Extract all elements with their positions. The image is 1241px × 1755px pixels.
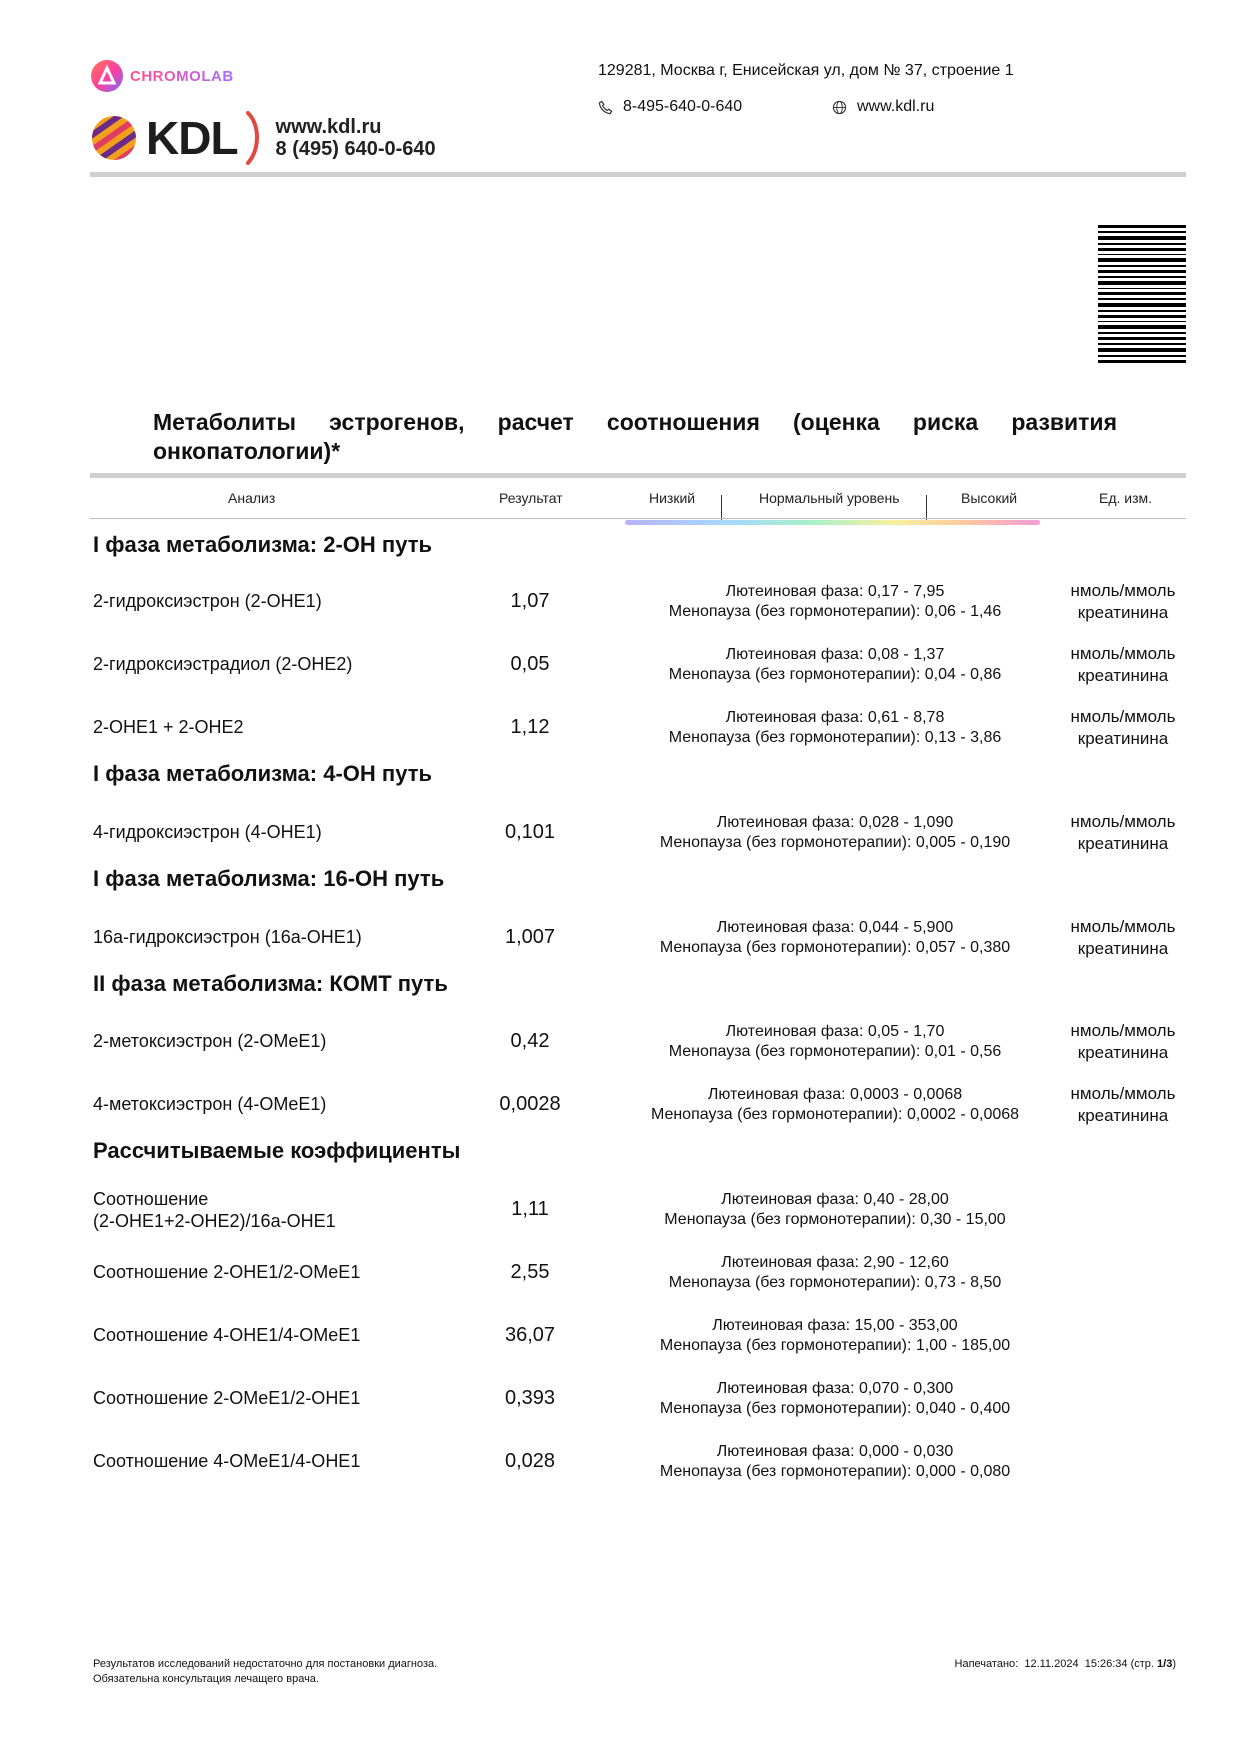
page-suffix: ) bbox=[1172, 1658, 1176, 1670]
reference-luteal: Лютеиновая фаза: 0,05 - 1,70 bbox=[725, 1023, 945, 1040]
title-divider bbox=[90, 473, 1186, 478]
lab-address: 129281, Москва г, Енисейская ул, дом № 37, строение 1 bbox=[598, 62, 1014, 79]
reference-luteal: Лютеиновая фаза: 0,61 - 8,78 bbox=[725, 709, 945, 726]
unit-line-2: креатинина bbox=[1077, 939, 1169, 958]
reference-range bbox=[620, 582, 1050, 622]
col-header-unit: Ед. изм. bbox=[1099, 490, 1153, 506]
chromolab-logo-text: CHROMOLAB bbox=[130, 67, 234, 85]
unit-line-2: креатинина bbox=[1077, 1043, 1169, 1062]
footer-note-1: Результатов исследований недостаточно для постановки диагноза. bbox=[93, 1658, 438, 1670]
result-value: 1,007 bbox=[504, 926, 556, 948]
unit-line-2: креатинина bbox=[1077, 1106, 1169, 1125]
phone-text: 8-495-640-0-640 bbox=[623, 98, 743, 115]
reference-range bbox=[620, 1190, 1050, 1230]
analysis-name: 2-метоксиэстрон (2-OMeE1) bbox=[93, 1031, 327, 1051]
analysis-name: 4-метоксиэстрон (4-OMeE1) bbox=[93, 1094, 327, 1114]
section-title: I фаза метаболизма: 2-OH путь bbox=[93, 532, 432, 557]
unit bbox=[1048, 1083, 1198, 1127]
result-value: 0,05 bbox=[510, 653, 550, 675]
analysis-name: Соотношение 4-OMeE1/4-OHE1 bbox=[93, 1451, 361, 1471]
unit bbox=[1048, 811, 1198, 855]
unit-line-2: креатинина bbox=[1077, 666, 1169, 685]
section-title: I фаза метаболизма: 16-OH путь bbox=[93, 866, 445, 891]
header-row-divider bbox=[90, 518, 1186, 519]
section-title: I фаза метаболизма: 4-OH путь bbox=[93, 761, 432, 786]
reference-luteal: Лютеиновая фаза: 0,08 - 1,37 bbox=[725, 646, 945, 663]
reference-luteal: Лютеиновая фаза: 2,90 - 12,60 bbox=[721, 1254, 949, 1271]
kdl-mark-icon bbox=[90, 114, 138, 162]
reference-menopause: Менопауза (без гормонотерапии): 0,13 - 3,86 bbox=[668, 729, 1002, 746]
analysis-name: 2-гидроксиэстрон (2-OHE1) bbox=[93, 591, 322, 611]
col-header-result: Результат bbox=[499, 490, 563, 506]
kdl-site-text: www.kdl.ru bbox=[275, 116, 382, 138]
footer-note-2: Обязательна консультация лечащего врача. bbox=[93, 1673, 319, 1685]
kdl-phone-text: 8 (495) 640-0-640 bbox=[275, 138, 436, 160]
reference-menopause: Менопауза (без гормонотерапии): 0,01 - 0,56 bbox=[668, 1043, 1002, 1060]
col-header-normal: Нормальный уровень bbox=[759, 490, 900, 506]
reference-luteal: Лютеиновая фаза: 0,40 - 28,00 bbox=[721, 1191, 949, 1208]
footer-disclaimer bbox=[93, 1657, 437, 1687]
reference-range bbox=[620, 1442, 1050, 1482]
barcode bbox=[1098, 225, 1186, 365]
section-title: II фаза метаболизма: КОМТ путь bbox=[93, 971, 448, 996]
reference-luteal: Лютеиновая фаза: 0,070 - 0,300 bbox=[716, 1380, 954, 1397]
col-header-high: Высокий bbox=[961, 490, 1018, 506]
reference-menopause: Менопауза (без гормонотерапии): 0,005 - 0,190 bbox=[659, 834, 1011, 851]
reference-range bbox=[620, 918, 1050, 958]
reference-luteal: Лютеиновая фаза: 0,000 - 0,030 bbox=[716, 1443, 954, 1460]
printed-label: Напечатано: bbox=[954, 1658, 1019, 1670]
reference-menopause: Менопауза (без гормонотерапии): 0,000 - 0,080 bbox=[659, 1463, 1011, 1480]
result-value: 36,07 bbox=[504, 1324, 556, 1346]
reference-luteal: Лютеиновая фаза: 0,028 - 1,090 bbox=[716, 814, 954, 831]
reference-scale-bar bbox=[625, 520, 1040, 525]
globe-icon bbox=[832, 100, 847, 115]
chromolab-logo bbox=[90, 58, 234, 94]
analysis-name: Соотношение 2-OMeE1/2-OHE1 bbox=[93, 1388, 361, 1408]
unit bbox=[1048, 916, 1198, 960]
analysis-name: 16a-гидроксиэстрон (16a-OHE1) bbox=[93, 927, 362, 947]
kdl-logo bbox=[90, 110, 436, 166]
result-value: 0,393 bbox=[504, 1387, 556, 1409]
reference-luteal: Лютеиновая фаза: 0,0003 - 0,0068 bbox=[707, 1086, 963, 1103]
unit-line-1: нмоль/ммоль bbox=[1070, 1084, 1176, 1103]
website-text[interactable]: www.kdl.ru bbox=[857, 98, 935, 115]
result-value: 1,12 bbox=[510, 716, 550, 738]
unit-line-2: креатинина bbox=[1077, 603, 1169, 622]
unit-line-2: креатинина bbox=[1077, 729, 1169, 748]
unit-line-1: нмоль/ммоль bbox=[1070, 707, 1176, 726]
result-value: 0,101 bbox=[504, 821, 556, 843]
analysis-name: Соотношение 4-OHE1/4-OMeE1 bbox=[93, 1325, 361, 1345]
analysis-name: 2-гидроксиэстрадиол (2-OHE2) bbox=[93, 654, 353, 674]
chromolab-mark-icon bbox=[90, 59, 124, 93]
printed-date: 12.11.2024 bbox=[1024, 1658, 1079, 1670]
col-header-analysis: Анализ bbox=[228, 490, 276, 506]
unit-line-1: нмоль/ммоль bbox=[1070, 644, 1176, 663]
phone-icon bbox=[598, 100, 613, 115]
reference-range bbox=[620, 645, 1050, 685]
reference-menopause: Менопауза (без гормонотерапии): 0,0002 - 0,0068 bbox=[650, 1106, 1020, 1123]
reference-menopause: Менопауза (без гормонотерапии): 0,30 - 15,00 bbox=[664, 1211, 1006, 1228]
printed-time: 15:26:34 bbox=[1084, 1658, 1128, 1670]
reference-range bbox=[620, 1022, 1050, 1062]
result-value: 1,11 bbox=[511, 1198, 549, 1220]
unit-line-1: нмоль/ммоль bbox=[1070, 1021, 1176, 1040]
kdl-logo-wordmark: KDL bbox=[146, 112, 238, 164]
header-divider bbox=[90, 172, 1186, 177]
analysis-name-line-2: (2-OHE1+2-OHE2)/16a-OHE1 bbox=[93, 1211, 336, 1231]
reference-menopause: Менопауза (без гормонотерапии): 0,73 - 8,50 bbox=[668, 1274, 1002, 1291]
analysis-name-line-1: Соотношение bbox=[93, 1189, 209, 1209]
result-value: 1,07 bbox=[510, 590, 550, 612]
unit bbox=[1048, 1020, 1198, 1064]
reference-menopause: Менопауза (без гормонотерапии): 0,06 - 1,46 bbox=[668, 603, 1002, 620]
kdl-swoosh-icon bbox=[244, 111, 262, 165]
page-title: Метаболиты эстрогенов, расчет соотношения (оценка риска развития онкопатологии)* bbox=[153, 409, 1117, 464]
reference-range bbox=[620, 813, 1050, 853]
kdl-contacts bbox=[276, 116, 436, 160]
unit bbox=[1048, 643, 1198, 687]
lab-website[interactable] bbox=[832, 98, 934, 116]
reference-range bbox=[620, 1379, 1050, 1419]
reference-luteal: Лютеиновая фаза: 0,17 - 7,95 bbox=[725, 583, 945, 600]
unit-line-2: креатинина bbox=[1077, 834, 1169, 853]
reference-range bbox=[620, 708, 1050, 748]
reference-menopause: Менопауза (без гормонотерапии): 0,040 - 0,400 bbox=[659, 1400, 1011, 1417]
unit-line-1: нмоль/ммоль bbox=[1070, 581, 1176, 600]
reference-menopause: Менопауза (без гормонотерапии): 0,057 - 0,380 bbox=[659, 939, 1011, 956]
analysis-name: 2-OHE1 + 2-OHE2 bbox=[93, 717, 244, 737]
reference-range bbox=[620, 1316, 1050, 1356]
unit-line-1: нмоль/ммоль bbox=[1070, 917, 1176, 936]
unit bbox=[1048, 706, 1198, 750]
reference-range bbox=[620, 1253, 1050, 1293]
reference-menopause: Менопауза (без гормонотерапии): 0,04 - 0,86 bbox=[668, 666, 1002, 683]
section-title: Рассчитываемые коэффициенты bbox=[93, 1138, 461, 1163]
reference-luteal: Лютеиновая фаза: 15,00 - 353,00 bbox=[712, 1317, 958, 1334]
unit bbox=[1048, 580, 1198, 624]
lab-phone bbox=[598, 98, 742, 116]
analysis-name: 4-гидроксиэстрон (4-OHE1) bbox=[93, 822, 322, 842]
footer-print-info bbox=[955, 1657, 1176, 1672]
result-value: 0,0028 bbox=[499, 1093, 561, 1115]
col-header-low: Низкий bbox=[649, 490, 696, 506]
reference-menopause: Менопауза (без гормонотерапии): 1,00 - 185,00 bbox=[659, 1337, 1011, 1354]
page-prefix: (стр. bbox=[1130, 1658, 1154, 1670]
reference-luteal: Лютеиновая фаза: 0,044 - 5,900 bbox=[716, 919, 954, 936]
reference-range bbox=[620, 1085, 1050, 1125]
result-value: 0,42 bbox=[510, 1030, 550, 1052]
unit-line-1: нмоль/ммоль bbox=[1070, 812, 1176, 831]
result-value: 0,028 bbox=[504, 1450, 556, 1472]
analysis-name: Соотношение 2-OHE1/2-OMeE1 bbox=[93, 1262, 361, 1282]
result-value: 2,55 bbox=[510, 1261, 550, 1283]
analysis-name bbox=[93, 1188, 336, 1232]
page-number: 1/3 bbox=[1157, 1658, 1173, 1670]
